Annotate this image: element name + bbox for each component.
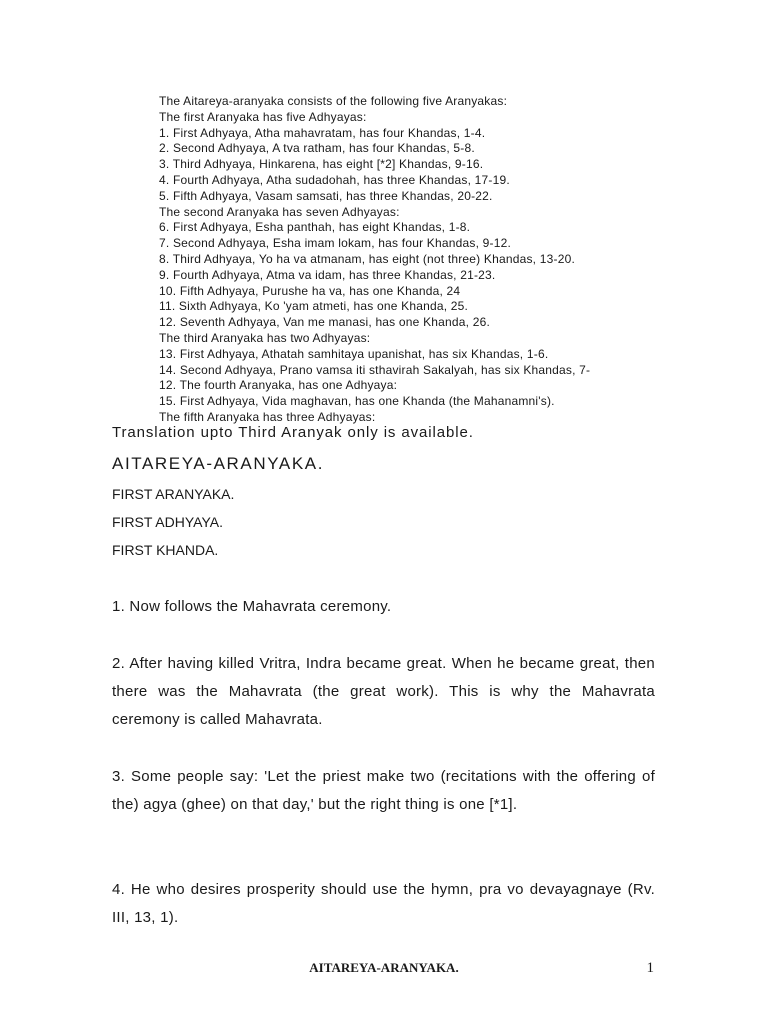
page-number: 1 (646, 960, 654, 976)
contents-line: 7. Second Adhyaya, Esha imam lokam, has four Khandas, 9-12. (159, 236, 511, 251)
paragraph-3: 3. Some people say: 'Let the priest make two (recitations with the offering of the) agya (ghee) on that day,' but the right thing is one [*1]. (112, 768, 655, 813)
adhyaya-heading: FIRST ADHYAYA. (112, 514, 223, 530)
contents-line: 4. Fourth Adhyaya, Atha sudadohah, has three Khandas, 17-19. (159, 172, 510, 187)
aranyaka-heading: FIRST ARANYAKA. (112, 486, 235, 502)
contents-line: 1. First Adhyaya, Atha mahavratam, has four Khandas, 1-4. (159, 125, 486, 140)
contents-line: 3. Third Adhyaya, Hinkarena, has eight [*2] Khandas, 9-16. (159, 157, 484, 172)
contents-line: The third Aranyaka has two Adhyayas: (159, 330, 371, 345)
aranyaka-contents-list (159, 94, 759, 426)
contents-line: The first Aranyaka has five Adhyayas: (159, 109, 367, 124)
paragraph-2: 2. After having killed Vritra, Indra became great. When he became great, then there was the Mahavrata (the great work). This is why the Mahavrata ceremony is called Mahavrata. (112, 655, 655, 728)
contents-line: 11. Sixth Adhyaya, Ko 'yam atmeti, has one Khanda, 25. (159, 299, 469, 314)
contents-line: 2. Second Adhyaya, A tva ratham, has four Khandas, 5-8. (159, 141, 475, 156)
contents-line: 14. Second Adhyaya, Prano vamsa iti sthavirah Sakalyah, has six Khandas, 7- (159, 362, 591, 377)
document-title: AITAREYA-ARANYAKA. (112, 454, 325, 473)
contents-line: The second Aranyaka has seven Adhyayas: (159, 204, 400, 219)
contents-line: 12. The fourth Aranyaka, has one Adhyaya: (159, 378, 398, 393)
availability-note: Translation upto Third Aranyak only is available. (112, 424, 474, 441)
contents-line: 9. Fourth Adhyaya, Atma va idam, has three Khandas, 21-23. (159, 267, 496, 282)
khanda-heading: FIRST KHANDA. (112, 542, 219, 558)
contents-line: The fifth Aranyaka has three Adhyayas: (159, 409, 376, 424)
paragraph-4: 4. He who desires prosperity should use the hymn, pra vo devayagnaye (Rv. III, 13, 1). (112, 881, 655, 926)
contents-line: 5. Fifth Adhyaya, Vasam samsati, has three Khandas, 20-22. (159, 188, 493, 203)
contents-line: 6. First Adhyaya, Esha panthah, has eight Khandas, 1-8. (159, 220, 471, 235)
contents-line: 15. First Adhyaya, Vida maghavan, has one Khanda (the Mahanamni's). (159, 394, 555, 409)
paragraph-1: 1. Now follows the Mahavrata ceremony. (112, 598, 392, 615)
contents-line: 10. Fifth Adhyaya, Purushe ha va, has one Khanda, 24 (159, 283, 461, 298)
footer-title: AITAREYA-ARANYAKA. (309, 960, 459, 975)
contents-line: 13. First Adhyaya, Athatah samhitaya upanishat, has six Khandas, 1-6. (159, 346, 549, 361)
contents-line: 12. Seventh Adhyaya, Van me manasi, has one Khanda, 26. (159, 315, 490, 330)
contents-line: The Aitareya-aranyaka consists of the following five Aranyakas: (159, 94, 508, 108)
contents-line: 8. Third Adhyaya, Yo ha va atmanam, has eight (not three) Khandas, 13-20. (159, 251, 575, 266)
